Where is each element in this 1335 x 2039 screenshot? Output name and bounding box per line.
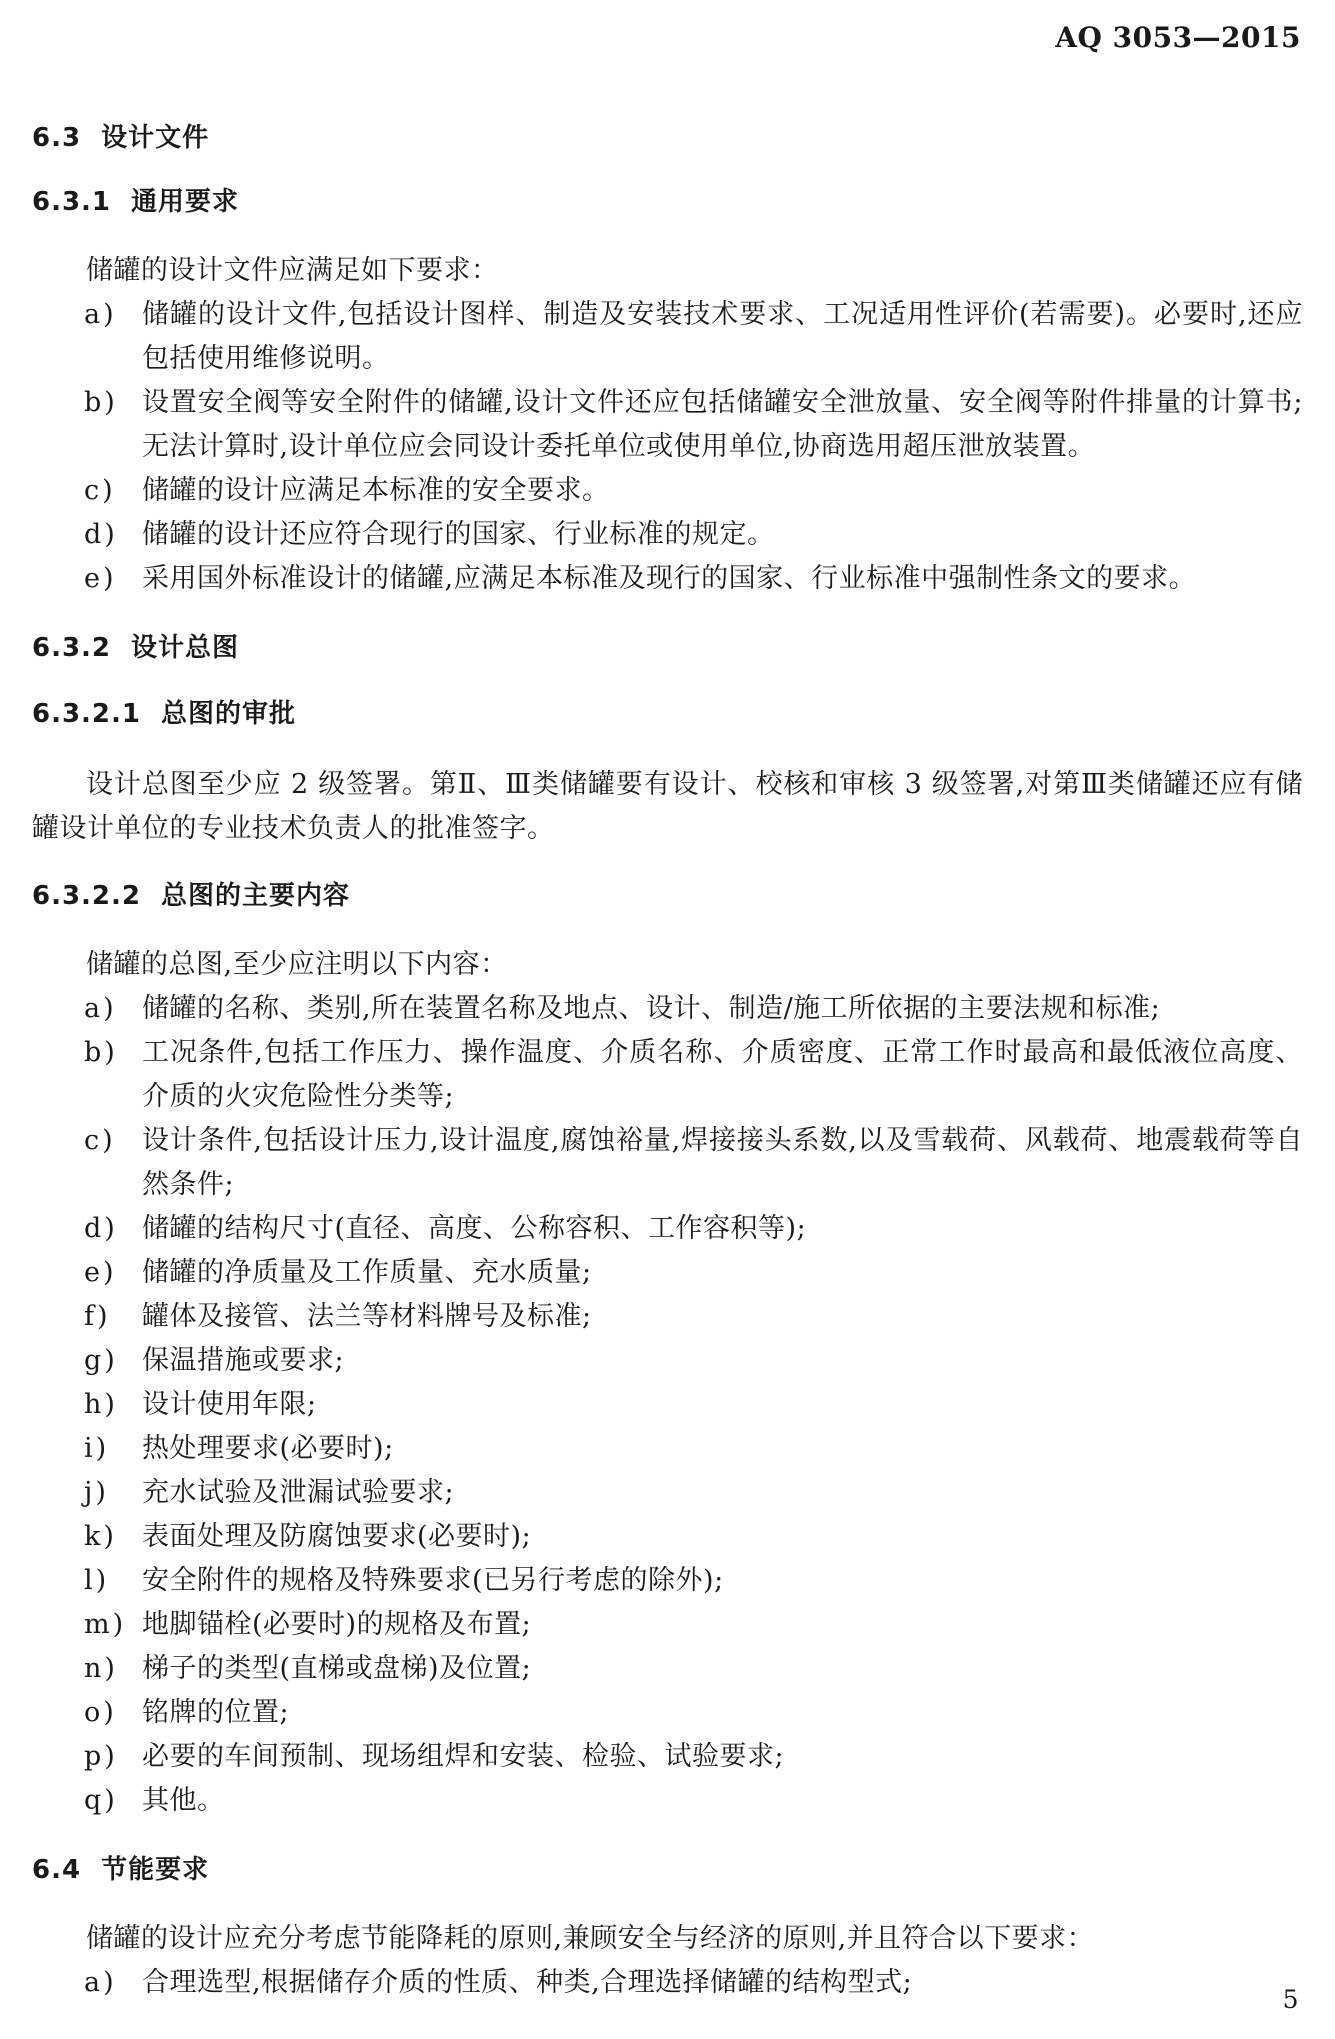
section-number: 6.3 (32, 123, 82, 153)
list-item-label: c) (84, 1125, 116, 1156)
list-item (84, 1647, 1303, 1691)
standard-code: AQ 3053—2015 (1055, 21, 1301, 54)
list-item (84, 1207, 1303, 1251)
list-item-label: c) (84, 475, 116, 506)
list-item-text: 表面处理及防腐蚀要求(必要时); (142, 1521, 532, 1552)
list-item-label: p) (84, 1741, 118, 1772)
list-item-label: n) (84, 1653, 118, 1684)
list-item-text: 设置安全阀等安全附件的储罐,设计文件还应包括储罐安全泄放量、安全阀等附件排量的计算书;无法计算时,设计单位应会同设计委托单位或使用单位,协商选用超压泄放装置。 (142, 387, 1303, 462)
list-item (84, 1295, 1303, 1339)
list-item-label: a) (84, 299, 117, 330)
list-item (84, 1339, 1303, 1383)
list-item-text: 保温措施或要求; (142, 1345, 345, 1376)
list-item-text: 采用国外标准设计的储罐,应满足本标准及现行的国家、行业标准中强制性条文的要求。 (142, 563, 1197, 594)
list-item-text: 罐体及接管、法兰等材料牌号及标准; (142, 1301, 592, 1332)
list-item-text: 储罐的结构尺寸(直径、高度、公称容积、工作容积等); (142, 1213, 807, 1244)
list-item-text: 必要的车间预制、现场组焊和安装、检验、试验要求; (142, 1741, 785, 1772)
list-item-text: 储罐的设计文件,包括设计图样、制造及安装技术要求、工况适用性评价(若需要)。必要时,还应包括使用维修说明。 (142, 299, 1303, 374)
list-item (84, 1603, 1303, 1647)
list-item-label: b) (84, 387, 118, 418)
list-item-label: d) (84, 519, 118, 550)
list-item-label: l) (84, 1565, 110, 1596)
list-item-label: g) (84, 1345, 118, 1376)
list-item-text: 储罐的净质量及工作质量、充水质量; (142, 1257, 592, 1288)
list-item (84, 381, 1303, 469)
document-header (32, 12, 1303, 65)
list-item-label: j) (84, 1477, 109, 1508)
section-title: 设计总图 (131, 633, 240, 663)
section-title: 总图的主要内容 (161, 881, 351, 911)
list-item (84, 1779, 1303, 1823)
list-item-label: o) (84, 1697, 117, 1728)
section-heading-6-3-2-1 (32, 697, 1303, 731)
list-item (84, 1961, 1303, 2005)
section-number: 6.3.2.2 (32, 881, 141, 911)
list-item-text: 其他。 (142, 1785, 225, 1816)
list-item-label: m) (84, 1609, 127, 1640)
list-item (84, 1471, 1303, 1515)
list-item (84, 1691, 1303, 1735)
list-item-text: 储罐的设计还应符合现行的国家、行业标准的规定。 (142, 519, 775, 550)
list-item-text: 工况条件,包括工作压力、操作温度、介质名称、介质密度、正常工作时最高和最低液位高度、介质的火灾危险性分类等; (142, 1037, 1303, 1112)
list-item (84, 513, 1303, 557)
list-item (84, 293, 1303, 381)
list-item-text: 安全附件的规格及特殊要求(已另行考虑的除外); (142, 1565, 724, 1596)
list-item-text: 梯子的类型(直梯或盘梯)及位置; (142, 1653, 532, 1684)
section-heading-6-3 (32, 121, 1303, 155)
section-number: 6.3.1 (32, 187, 112, 217)
section-heading-6-3-2-2 (32, 879, 1303, 913)
section-number: 6.3.2 (32, 633, 112, 663)
list-item (84, 1735, 1303, 1779)
list-item-label: e) (84, 563, 117, 594)
list-64 (84, 1961, 1303, 2005)
section-heading-6-3-1 (32, 185, 1303, 219)
list-item-text: 地脚锚栓(必要时)的规格及布置; (142, 1609, 532, 1640)
paragraph-631-intro: 储罐的设计文件应满足如下要求： (86, 255, 499, 286)
list-item (84, 1251, 1303, 1295)
list-item-label: b) (84, 1037, 118, 1068)
list-item (84, 1119, 1303, 1207)
list-item-text: 热处理要求(必要时); (142, 1433, 394, 1464)
list-item-text: 储罐的名称、类别,所在装置名称及地点、设计、制造/施工所依据的主要法规和标准; (142, 993, 1161, 1024)
paragraph-6322-intro: 储罐的总图,至少应注明以下内容： (86, 949, 508, 980)
paragraph-64-intro: 储罐的设计应充分考虑节能降耗的原则,兼顾安全与经济的原则,并且符合以下要求： (86, 1923, 1095, 1954)
section-heading-6-4 (32, 1853, 1303, 1887)
list-item-label: a) (84, 993, 117, 1024)
list-item (84, 1559, 1303, 1603)
list-item-text: 储罐的设计应满足本标准的安全要求。 (142, 475, 610, 506)
list-item-text: 充水试验及泄漏试验要求; (142, 1477, 455, 1508)
list-item (84, 557, 1303, 601)
list-item-label: h) (84, 1389, 118, 1420)
section-title: 通用要求 (131, 187, 240, 217)
list-item-label: a) (84, 1967, 117, 1998)
list-item-label: k) (84, 1521, 117, 1552)
list-item-label: d) (84, 1213, 118, 1244)
list-item-text: 合理选型,根据储存介质的性质、种类,合理选择储罐的结构型式; (142, 1967, 913, 1998)
list-6322 (84, 987, 1303, 1823)
section-title: 总图的审批 (161, 699, 297, 729)
list-item-label: i) (84, 1433, 110, 1464)
list-item (84, 1515, 1303, 1559)
list-item-text: 设计条件,包括设计压力,设计温度,腐蚀裕量,焊接接头系数,以及雪载荷、风载荷、地震载荷等自然条件; (142, 1125, 1303, 1200)
list-item (84, 1031, 1303, 1119)
list-item (84, 1383, 1303, 1427)
list-item-text: 设计使用年限; (142, 1389, 317, 1420)
section-title: 设计文件 (101, 123, 210, 153)
section-number: 6.4 (32, 1855, 82, 1885)
section-number: 6.3.2.1 (32, 699, 141, 729)
list-item-text: 铭牌的位置; (142, 1697, 290, 1728)
list-item (84, 469, 1303, 513)
paragraph-6321-body: 设计总图至少应 2 级签署。第Ⅱ、Ⅲ类储罐要有设计、校核和审核 3 级签署,对第Ⅲ类储罐还应有储罐设计单位的专业技术负责人的批准签字。 (32, 769, 1303, 844)
list-item-label: f) (84, 1301, 111, 1332)
section-heading-6-3-2 (32, 631, 1303, 665)
page-number: 5 (1282, 1985, 1299, 2014)
list-item (84, 1427, 1303, 1471)
section-title: 节能要求 (101, 1855, 210, 1885)
list-item (84, 987, 1303, 1031)
list-631 (84, 293, 1303, 601)
list-item-label: e) (84, 1257, 117, 1288)
list-item-label: q) (84, 1785, 118, 1816)
